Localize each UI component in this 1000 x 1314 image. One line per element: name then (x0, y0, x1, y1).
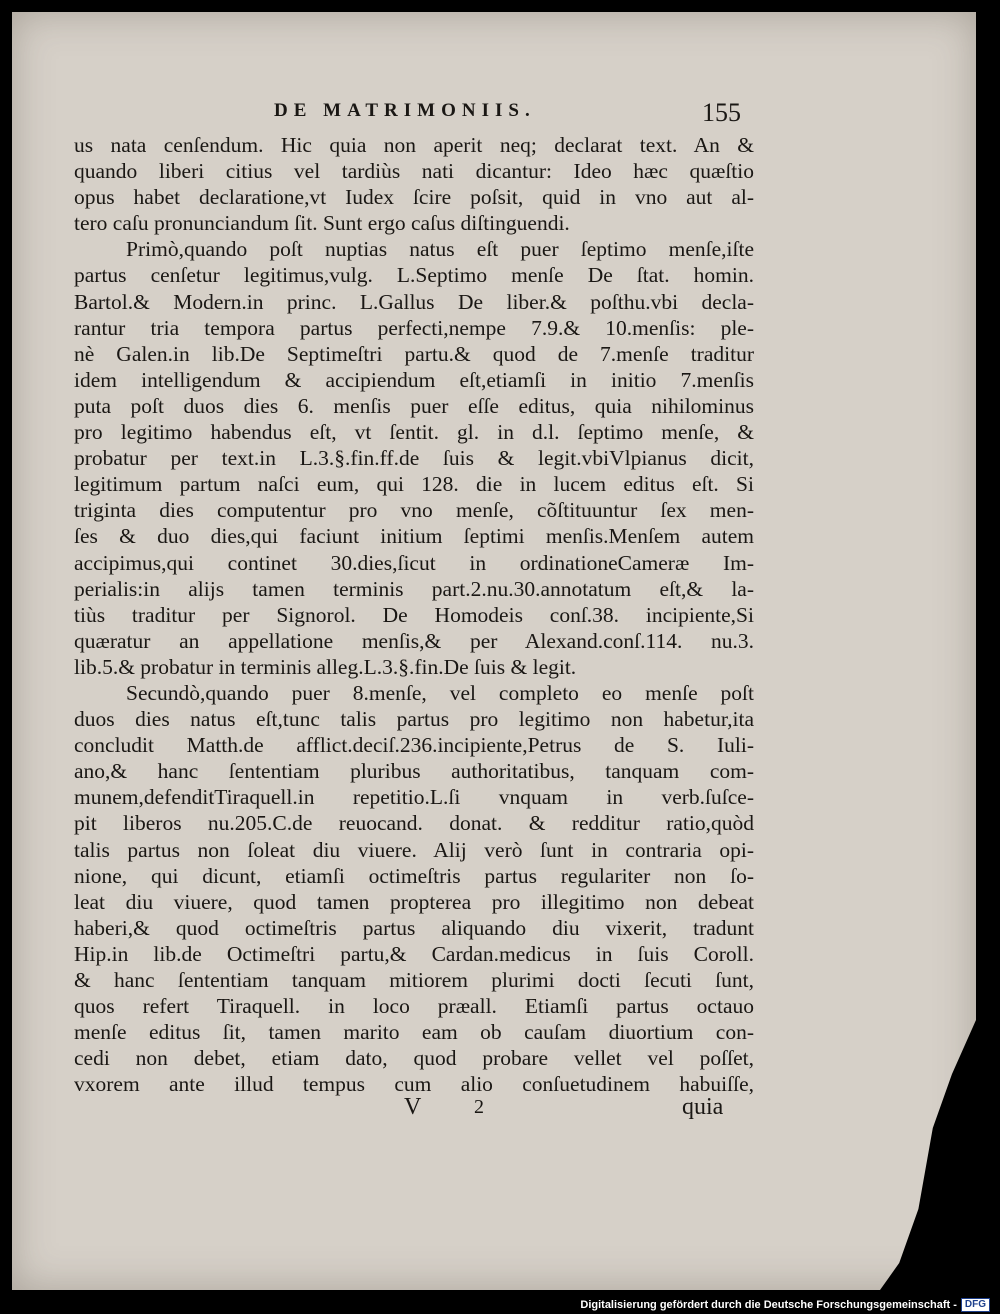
text-line: leat diu viuere, quod tamen propterea pro illegitimo non debeat (74, 889, 754, 914)
text-line: duos dies natus eſt,tunc talis partus pro legitimo non habetur,ita (74, 707, 754, 732)
book-page (12, 12, 976, 1290)
text-line: pit liberos nu.205.C.de reuocand. donat. & redditur ratio,quòd (74, 811, 754, 836)
text-line: Secundò,quando puer 8.menſe, vel completo eo menſe poſt (126, 680, 754, 705)
text-line: nione, qui dicunt, etiamſi octimeſtris partus regulariter non ſo- (74, 863, 754, 888)
body-text (74, 132, 754, 1097)
text-line: rantur tria tempora partus perfecti,nempe 7.9.& 10.menſis: ple- (74, 315, 754, 340)
text-line: ano,& hanc ſententiam pluribus authoritatibus, tanquam com- (74, 759, 754, 784)
text-line: concludit Matth.de afflict.deciſ.236.incipiente,Petrus de S. Iuli- (74, 733, 754, 758)
catchword: quia (682, 1094, 724, 1120)
funding-banner-text: Digitalisierung gefördert durch die Deutsche Forschungsgemeinschaft - (580, 1299, 957, 1311)
text-line: Hip.in lib.de Octimeſtri partu,& Cardan.medicus in ſuis Coroll. (74, 941, 754, 966)
text-line: perialis:in alijs tamen terminis part.2.nu.30.annotatum eſt,& la- (74, 576, 754, 601)
text-line: us nata cenſendum. Hic quia non aperit neq; declarat text. An & (74, 133, 754, 157)
text-line: idem intelligendum & accipiendum eſt,etiamſi in initio 7.menſis (74, 367, 754, 392)
text-line: probatur per text.in L.3.§.fin.ff.de ſuis & legit.vbiVlpianus dicit, (74, 446, 754, 471)
text-line: Bartol.& Modern.in princ. L.Gallus De liber.& poſthu.vbi decla- (74, 289, 754, 314)
text-line: legitimum partum naſci eum, qui 128. die in lucem editus eſt. Si (74, 472, 754, 497)
funding-banner (580, 1298, 990, 1312)
text-line: puta poſt duos dies 6. menſis puer eſſe editus, quia nihilominus (74, 393, 754, 418)
text-line: haberi,& quod octimeſtris partus aliquando diu vixerit, tradunt (74, 915, 754, 940)
text-line: talis partus non ſoleat diu viuere. Alij verò ſunt in contraria opi- (74, 837, 754, 862)
text-line: partus cenſetur legitimus,vulg. L.Septimo menſe De ſtat. homin. (74, 263, 754, 288)
text-line: menſe editus ſit, tamen marito eam ob cauſam diuortium con- (74, 1020, 754, 1045)
signature-mark: V (404, 1094, 422, 1120)
text-line: accipimus,qui continet 30.dies,ſicut in ordinationeCameræ Im- (74, 550, 754, 575)
text-line: ſes & duo dies,qui faciunt initium ſeptimi menſis.Menſem autem (74, 524, 754, 549)
text-line: nè Galen.in lib.De Septimeſtri partu.& quod de 7.menſe traditur (74, 341, 754, 366)
text-line: & hanc ſententiam tanquam mitiorem plurimi docti ſecuti ſunt, (74, 968, 754, 992)
text-line: quæratur an appellatione menſis,& per Alexand.conſ.114. nu.3. (74, 628, 754, 653)
text-line: vxorem ante illud tempus cum alio conſuetudinem habuiſſe, (74, 1072, 754, 1097)
text-line: munem,defenditTiraquell.in repetitio.L.ſi vnquam in verb.ſuſce- (74, 785, 754, 810)
text-line: triginta dies computentur pro vno menſe, cõſtituuntur ſex men- (74, 498, 754, 523)
text-line: lib.5.& probatur in terminis alleg.L.3.§.fin.De ſuis & legit. (74, 654, 577, 679)
text-line: pro legitimo habendus eſt, vt ſentit. gl. in d.l. ſeptimo menſe, & (74, 420, 754, 445)
text-line: Primò,quando poſt nuptias natus eſt puer ſeptimo menſe,iſte (126, 237, 754, 262)
text-line: opus habet declaratione,vt Iudex ſcire poſsit, quid in vno aut al- (74, 185, 754, 210)
page-header (12, 98, 976, 128)
text-line: cedi non debet, etiam dato, quod probare vellet vel poſſet, (74, 1046, 754, 1071)
dfg-logo: DFG (961, 1298, 990, 1312)
running-head: DE MATRIMONIIS. (274, 100, 536, 121)
signature-number: 2 (474, 1096, 484, 1118)
text-line: tero caſu pronunciandum ſit. Sunt ergo caſus diſtinguendi. (74, 211, 570, 236)
text-line: tiùs traditur per Signorol. De Homodeis conſ.38. incipiente,Si (74, 602, 754, 627)
page-number: 155 (702, 98, 741, 127)
text-line: quos refert Tiraquell. in loco præall. Etiamſi partus octauo (74, 994, 754, 1019)
page-footer (12, 1094, 976, 1126)
text-line: quando liberi citius vel tardiùs nati dicantur: Ideo hæc quæſtio (74, 159, 754, 184)
